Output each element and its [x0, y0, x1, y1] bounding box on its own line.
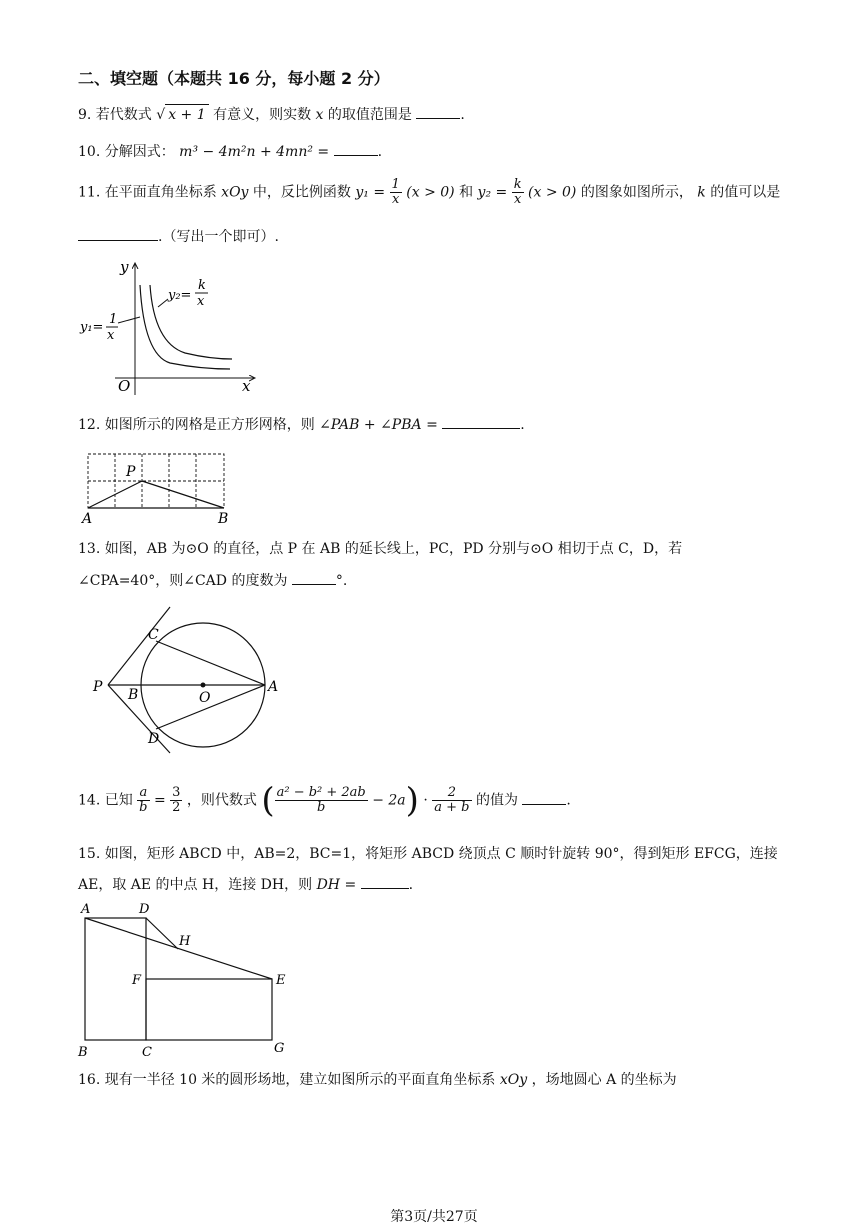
label-line-y2 — [158, 299, 168, 307]
q16-sys: xOy — [499, 1072, 528, 1088]
q14-eq: = — [153, 792, 166, 809]
q13-line1: 13. 如图，AB 为⊙O 的直径，点 P 在 AB 的延长线上，PC，PD 分别与⊙O 相切于点 C，D，若 — [78, 541, 683, 557]
q14-prefix: 14. 已知 — [78, 792, 133, 809]
center-dot — [201, 683, 206, 688]
q10-expr: m³ − 4m²n + 4mn² = — [179, 144, 330, 160]
left-paren: ( — [261, 780, 275, 821]
point-C-label: C — [148, 627, 159, 643]
q16-text: 16. 现有一半径 10 米的圆形场地，建立如图所示的平面直角坐标系 — [78, 1072, 496, 1088]
answer-blank — [292, 570, 336, 585]
y2-label-num: k — [198, 278, 206, 293]
q14-value-fraction: $\frac{3}{2}$ — [172, 785, 181, 815]
point-D-label: D — [139, 902, 150, 917]
point-H-label: H — [179, 934, 191, 949]
q9-var: x — [315, 107, 324, 123]
y1-label-num: 1 — [109, 312, 118, 327]
question-15-line2 — [78, 874, 413, 895]
point-E-label: E — [276, 973, 286, 988]
y1-label: y₁= — [80, 320, 104, 335]
point-P-label: P — [93, 679, 103, 695]
q10-end: . — [377, 144, 383, 160]
question-12 — [78, 414, 525, 435]
section-title: 二、填空题（本题共 16 分，每小题 2 分） — [78, 69, 390, 88]
point-B-label: B — [218, 511, 229, 527]
answer-blank — [78, 226, 158, 241]
q11-k: k — [697, 184, 706, 201]
question-13-line2 — [78, 570, 347, 591]
figure-12-grid — [78, 448, 238, 528]
q11-y2-fraction: $\frac{k}{x}$ — [513, 177, 522, 207]
point-P-label: P — [126, 464, 136, 480]
y-axis-label: y — [120, 258, 129, 276]
x-axis-label: x — [242, 377, 251, 395]
question-11 — [78, 178, 780, 207]
answer-blank — [334, 141, 378, 156]
y2-label-den: x — [197, 294, 205, 309]
q14-right-fraction: $\frac{2}{a + b}$ — [434, 785, 470, 815]
question-10 — [78, 141, 382, 162]
q11-cond: (x > 0) — [406, 184, 455, 201]
q11-line2: .（写出一个即可）. — [158, 229, 279, 245]
sqrt-expression: √ x + 1 — [156, 107, 208, 123]
grid — [88, 454, 224, 508]
segment-DA — [156, 685, 265, 729]
question-9 — [78, 104, 465, 125]
origin-label: O — [118, 377, 131, 395]
q14-minus: − 2a — [372, 792, 406, 809]
page-footer: 第3页/共27页 — [390, 1209, 478, 1225]
q10-prefix: 10. 分解因式： — [78, 144, 175, 160]
answer-blank — [522, 790, 566, 805]
q11-suffix: 的值可以是 — [710, 184, 781, 201]
q11-y2: y₂ = — [477, 184, 508, 201]
tangent-PC — [108, 607, 170, 685]
q11-mid1: 中，反比例函数 — [252, 184, 351, 201]
q9-radicand: x + 1 — [165, 104, 208, 125]
q14-end: . — [566, 792, 571, 809]
q15-line2a: AE，取 AE 的中点 H，连接 DH，则 — [78, 877, 313, 893]
q14-mid: ，则代数式 — [186, 792, 257, 809]
point-B-label: B — [128, 687, 139, 703]
q15-end: . — [408, 877, 414, 893]
point-A-label: A — [268, 679, 279, 695]
point-D-label: D — [148, 731, 160, 747]
point-A-label: A — [82, 511, 93, 527]
question-16 — [78, 1070, 677, 1090]
q11-y1: y₁ = — [355, 184, 386, 201]
q9-prefix: 9. 若代数式 — [78, 107, 152, 123]
figure-13-circle — [88, 605, 288, 755]
point-A-label: A — [81, 902, 91, 917]
q11-cond2: (x > 0) — [528, 184, 577, 201]
q9-suffix: 的取值范围是 — [327, 107, 412, 123]
label-line-y1 — [118, 317, 140, 323]
q13-line2a: ∠CPA=40°，则∠CAD 的度数为 — [78, 573, 288, 589]
tangent-PD — [108, 685, 170, 753]
q14-inner-fraction: $\frac{\text{a² − b² + 2ab}}{b}$ — [276, 785, 366, 815]
rect-EFCG — [146, 979, 272, 1040]
q12-expr: ∠PAB + ∠PBA = — [319, 417, 438, 433]
q11-prefix: 11. 在平面直角坐标系 — [78, 184, 217, 201]
q11-mid2: 的图象如图所示， — [580, 184, 693, 201]
q11-and: 和 — [459, 184, 474, 201]
question-14 — [78, 780, 571, 821]
point-C-label: C — [142, 1045, 152, 1060]
question-11-line2 — [78, 226, 279, 247]
q15-expr: DH = — [316, 877, 357, 893]
q15-line1: 15. 如图，矩形 ABCD 中，AB=2，BC=1，将矩形 ABCD 绕顶点 C 顺时针旋转 90°，得到矩形 EFCG，连接 — [78, 846, 778, 862]
point-O-label: O — [199, 690, 211, 706]
answer-blank — [361, 874, 409, 889]
q9-end: . — [460, 107, 465, 123]
q12-text: 12. 如图所示的网格是正方形网格，则 — [78, 417, 315, 433]
right-paren: ) — [405, 780, 419, 821]
answer-blank — [442, 414, 520, 429]
point-F-label: F — [132, 973, 142, 988]
q16-suffix: ，场地圆心 A 的坐标为 — [531, 1072, 677, 1088]
q14-ratio-fraction: $\frac{a}{b}$ — [139, 785, 148, 815]
point-G-label: G — [274, 1041, 285, 1056]
figure-11-graph — [70, 255, 270, 400]
answer-blank — [416, 104, 460, 119]
point-B-label: B — [78, 1045, 88, 1060]
q11-y1-fraction: $\frac{1}{x}$ — [391, 177, 400, 207]
question-15-line1 — [78, 844, 778, 864]
q9-middle: 有意义，则实数 — [213, 107, 312, 123]
figure-15-rectangles — [75, 898, 305, 1063]
segment-DH — [146, 918, 178, 949]
q12-end: . — [520, 417, 525, 433]
y2-label: y₂= — [168, 288, 192, 303]
segment-PB — [142, 481, 224, 508]
y1-label-den: x — [107, 328, 115, 343]
q14-dot: · — [423, 792, 428, 809]
segment-CA — [156, 641, 265, 685]
q11-sys: xOy — [221, 184, 249, 201]
q13-line2b: °. — [335, 573, 348, 589]
q14-suffix: 的值为 — [475, 792, 518, 809]
question-13-line1 — [78, 539, 682, 559]
